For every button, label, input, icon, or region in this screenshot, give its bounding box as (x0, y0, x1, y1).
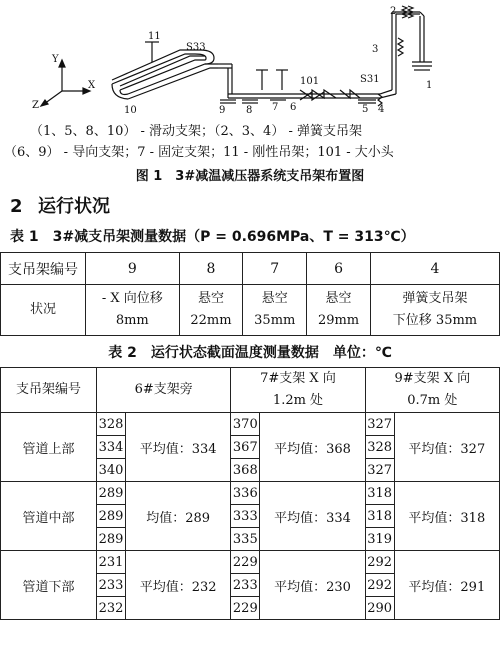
temperature-value: 327 (365, 459, 394, 482)
section-heading (10, 192, 110, 218)
temperature-value: 292 (365, 551, 394, 574)
cell-line: 8mm (115, 313, 149, 328)
temperature-value: 231 (97, 551, 126, 574)
temperature-value: 289 (97, 482, 126, 505)
temperature-value: 319 (365, 528, 394, 551)
label-9: 9 (219, 105, 226, 116)
temperature-value: 328 (365, 436, 394, 459)
temperature-value: 368 (231, 459, 260, 482)
temperature-value: 336 (231, 482, 260, 505)
temperature-value: 229 (231, 551, 260, 574)
temperature-value: 335 (231, 528, 260, 551)
temperature-value: 289 (97, 505, 126, 528)
cell-line: - X 向位移 (101, 291, 163, 306)
label-1: 1 (426, 80, 433, 91)
table1-col-id: 9 (86, 253, 180, 285)
figure-caption: 图 1 3#减温减压器系统支吊架布置图 (135, 169, 365, 184)
table1-cell (370, 285, 499, 336)
table2-col-header (231, 368, 365, 413)
table1-col-id: 8 (179, 253, 243, 285)
label-6: 6 (290, 102, 297, 113)
header-line: 0.7m 处 (407, 393, 458, 408)
average-value: 均值：289 (126, 482, 231, 551)
table2-header-label: 支吊架编号 (1, 368, 97, 413)
label-2: 2 (390, 6, 397, 17)
average-value: 平均值：368 (260, 413, 365, 482)
label-4: 4 (378, 104, 385, 115)
table-row (1, 551, 500, 574)
average-value: 平均值：318 (394, 482, 499, 551)
table2-col-header (97, 368, 231, 413)
label-101: 101 (300, 76, 320, 87)
table1-cell (307, 285, 371, 336)
temperature-value: 290 (365, 597, 394, 620)
temperature-value: 318 (365, 505, 394, 528)
spring-hanger-3 (398, 38, 403, 56)
temperature-value: 328 (97, 413, 126, 436)
table1-cell (86, 285, 180, 336)
temperature-value: 370 (231, 413, 260, 436)
figure-legend-line-2: （6、9） - 导向支架；7 - 固定支架；11 - 刚性吊架；101 - 大小头 (4, 145, 394, 160)
table1-caption: 表 1 3#减支吊架测量数据（P = 0.696MPa、T = 313℃） (10, 229, 415, 245)
cell-line: 29mm (317, 313, 360, 328)
axis-y-label: Y (52, 54, 59, 65)
support-layout-diagram (0, 0, 500, 122)
temperature-value: 340 (97, 459, 126, 482)
label-10: 10 (124, 105, 137, 116)
support-9 (220, 100, 236, 103)
temperature-value: 233 (231, 574, 260, 597)
cell-line: 悬空 (261, 291, 288, 306)
label-s31: S31 (360, 74, 380, 85)
temperature-value: 318 (365, 482, 394, 505)
section-title: 运行状况 (38, 196, 110, 217)
temperature-value: 334 (97, 436, 126, 459)
table1-cell (243, 285, 307, 336)
temperature-value: 327 (365, 413, 394, 436)
support-measurement-table (0, 252, 500, 336)
average-value: 平均值：334 (126, 413, 231, 482)
support-8 (242, 100, 258, 103)
table2-row-label: 管道上部 (1, 413, 97, 482)
axis-z-label: Z (32, 100, 39, 111)
table1-col-id: 4 (370, 253, 499, 285)
table1-cell (179, 285, 243, 336)
average-value: 平均值：327 (394, 413, 499, 482)
temperature-value: 333 (231, 505, 260, 528)
label-7: 7 (272, 102, 279, 113)
section-number: 2 (10, 196, 23, 217)
axis-triad (41, 60, 90, 106)
label-11: 11 (148, 31, 161, 42)
temperature-value: 233 (97, 574, 126, 597)
table2-row-label: 管道中部 (1, 482, 97, 551)
table1-col-id: 6 (307, 253, 371, 285)
temperature-measurement-table (0, 367, 500, 620)
average-value: 平均值：232 (126, 551, 231, 620)
figure-legend-line-1: （1、5、8、10） - 滑动支架；（2、3、4） - 弹簧支吊架 (30, 124, 362, 139)
label-s33: S33 (186, 42, 206, 53)
temperature-value: 289 (97, 528, 126, 551)
temperature-value: 232 (97, 597, 126, 620)
table1-header-label: 支吊架编号 (1, 253, 86, 285)
temperature-value: 229 (231, 597, 260, 620)
header-line: 1.2m 处 (272, 393, 324, 408)
cell-line: 35mm (254, 313, 296, 328)
support-5 (358, 100, 376, 103)
label-5: 5 (362, 104, 369, 115)
average-value: 平均值：230 (260, 551, 365, 620)
temperature-value: 292 (365, 574, 394, 597)
header-line: 7#支架 X 向 (260, 371, 336, 386)
axis-x-label: X (88, 80, 96, 91)
label-8: 8 (246, 105, 253, 116)
table-row (1, 413, 500, 436)
table2-row-label: 管道下部 (1, 551, 97, 620)
table1-col-id: 7 (243, 253, 307, 285)
cell-line: 悬空 (325, 291, 352, 306)
table2-body (1, 413, 500, 620)
cell-line: 下位移 35mm (392, 313, 478, 328)
pipe-coil (112, 50, 218, 99)
table2-caption: 表 2 运行状态截面温度测量数据 单位：℃ (108, 345, 392, 361)
hanger-11 (145, 42, 159, 62)
table2-col-header (365, 368, 499, 413)
table-row (1, 482, 500, 505)
table1-row-label: 状况 (1, 285, 86, 336)
cell-line: 22mm (190, 313, 232, 328)
cell-line: 悬空 (197, 291, 224, 306)
cell-line: 弹簧支吊架 (402, 291, 468, 306)
support-7 (256, 70, 288, 100)
average-value: 平均值：334 (260, 482, 365, 551)
average-value: 平均值：291 (394, 551, 499, 620)
header-line: 6#支架旁 (134, 382, 193, 397)
header-line: 9#支架 X 向 (394, 371, 471, 386)
temperature-value: 367 (231, 436, 260, 459)
label-3: 3 (372, 44, 379, 55)
